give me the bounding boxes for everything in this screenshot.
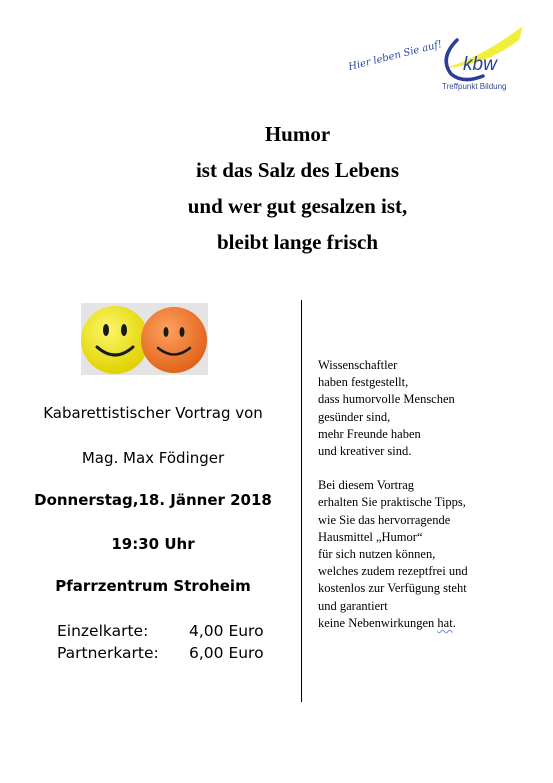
event-date: Donnerstag,18. Jänner 2018 [34, 491, 272, 509]
price-label: Partnerkarte: [57, 644, 159, 662]
description-line: haben festgestellt, [318, 375, 409, 390]
event-type: Kabarettistischer Vortrag von [43, 404, 263, 422]
description-line: und kreativer sind. [318, 444, 412, 459]
price-amount: 4,00 Euro [189, 622, 264, 640]
last-line-suffix: . [452, 615, 456, 630]
description-last-line [318, 615, 548, 632]
headline-line-1: Humor [264, 122, 331, 146]
description-line: kostenlos zur Verfügung steht [318, 581, 467, 596]
last-line-prefix: keine Nebenwirkungen [318, 615, 438, 630]
headline-line-4: bleibt lange frisch [217, 230, 378, 254]
price-list [57, 620, 264, 664]
logo-slogan: Hier leben Sie auf! [347, 39, 444, 73]
event-time: 19:30 Uhr [111, 535, 195, 553]
description-line: welches zudem rezeptfrei und [318, 564, 468, 579]
description-line: mehr Freunde haben [318, 426, 421, 441]
price-label: Einzelkarte: [57, 622, 149, 640]
column-divider [301, 300, 302, 702]
description-line: dass humorvolle Menschen [318, 392, 455, 407]
headline-line-3: und wer gut gesalzen ist, [187, 194, 408, 218]
kbw-logo [345, 18, 525, 96]
description-line: für sich nutzen können, [318, 547, 436, 562]
description-line: Bei diesem Vortrag [318, 478, 415, 493]
yellow-smiley-icon [81, 306, 149, 374]
headline [0, 116, 553, 260]
logo-org-name: Treffpunkt Bildung [442, 82, 507, 91]
paragraph-gap [318, 460, 548, 477]
event-venue: Pfarrzentrum Stroheim [55, 577, 251, 595]
event-speaker: Mag. Max Födinger [81, 449, 225, 467]
description-line: erhalten Sie praktische Tipps, [318, 495, 466, 510]
kbw-mark: kbw [463, 54, 497, 75]
description-line: gesünder sind, [318, 409, 391, 424]
price-row [57, 642, 264, 664]
spellcheck-word: hat [437, 615, 453, 630]
description-text [318, 357, 548, 632]
price-amount: 6,00 Euro [189, 644, 264, 662]
price-row [57, 620, 264, 642]
smiley-faces-image [81, 303, 208, 375]
headline-line-2: ist das Salz des Lebens [195, 158, 400, 182]
description-line: und garantiert [318, 598, 388, 613]
description-line: wie Sie das hervorragende [318, 512, 451, 527]
description-line: Hausmittel „Humor“ [318, 529, 423, 544]
description-line: Wissenschaftler [318, 358, 398, 372]
orange-smiley-icon [141, 307, 207, 373]
